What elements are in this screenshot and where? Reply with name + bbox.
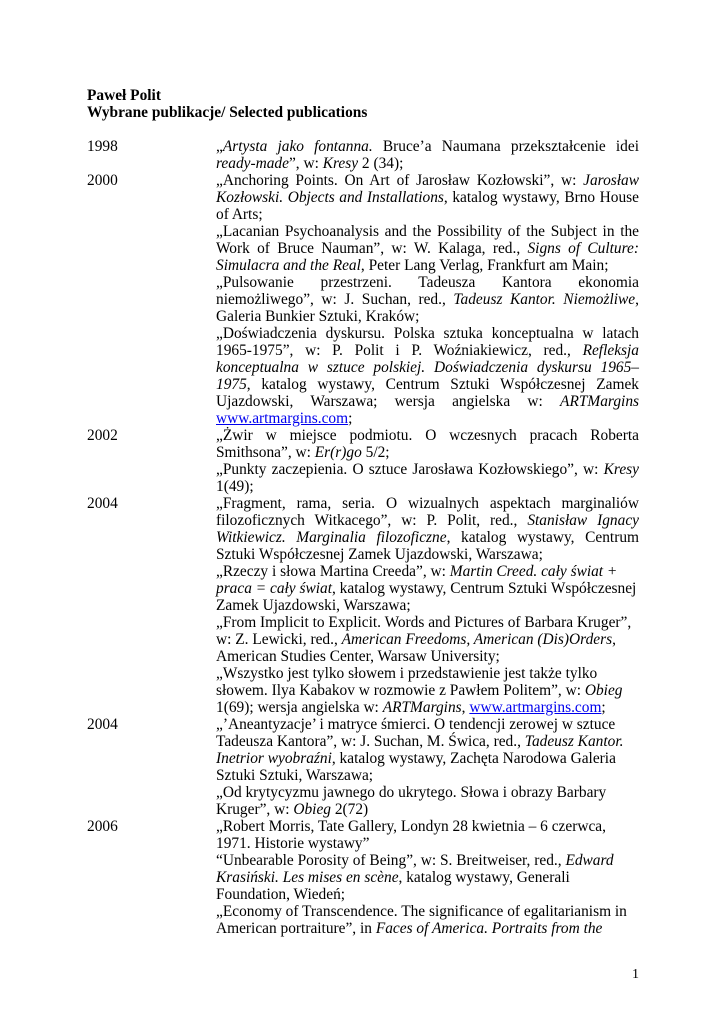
- publication-entry: [216, 563, 639, 614]
- website-link[interactable]: www.artmargins.com: [216, 410, 349, 427]
- entry-text: „Lacanian Psychoanalysis and the Possibility of the Subject in the Work of Bruce Nauman”, w: W. Kalaga, red.,: [216, 223, 639, 257]
- entry-text: , katalog wystawy, Centrum Sztuki Współczesnej Zamek Ujazdowski, Warszawa;: [216, 529, 639, 563]
- publication-entry: [216, 818, 639, 852]
- publication-entry: [216, 495, 639, 563]
- website-link[interactable]: www.artmargins.com: [469, 699, 602, 716]
- italic-title: ready-made: [216, 155, 289, 172]
- publication-list: [87, 138, 639, 937]
- entries-column: [216, 818, 639, 937]
- entry-text: , katalog wystawy, Brno House of Arts;: [216, 189, 639, 223]
- italic-title: Tadeusz Kantor. Inetrior wyobraźni: [216, 733, 624, 767]
- author-name: Paweł Polit: [87, 87, 161, 104]
- italic-title: Faces of America. Portraits from the: [375, 920, 603, 937]
- entry-text: , katalog wystawy, Zachęta Narodowa Galeria Sztuki Sztuki, Warszawa;: [216, 750, 616, 784]
- italic-title: Kresy: [322, 155, 359, 172]
- entry-text: Bruce’a Naumana przekształcenie idei: [372, 138, 639, 155]
- italic-title: Obieg: [584, 682, 623, 699]
- italic-title: Kresy: [603, 461, 639, 478]
- entry-text: „Punkty zaczepienia. O sztuce Jarosława Kozłowskiego”, w:: [216, 461, 604, 478]
- year-label: 1998: [87, 138, 118, 155]
- entries-column: [216, 172, 639, 427]
- publication-entry: [216, 138, 639, 172]
- entry-text: „Anchoring Points. On Art of Jarosław Kozłowski”, w:: [216, 172, 584, 189]
- entry-text: , Peter Lang Verlag, Frankfurt am Main;: [360, 257, 609, 274]
- entry-text: , Galeria Bunkier Sztuki, Kraków;: [216, 291, 639, 325]
- year-label: 2002: [87, 427, 118, 444]
- entries-column: [216, 427, 639, 495]
- publication-entry: [216, 427, 639, 461]
- entry-text: , katalog wystawy, Centrum Sztuki Współczesnej Zamek Ujazdowski, Warszawa; wersja angielska w:: [216, 376, 639, 410]
- entry-text: ”, w:: [288, 155, 323, 172]
- entry-text: “Unbearable Porosity of Being”, w: S. Breitweiser, red.,: [216, 852, 566, 869]
- page-title: Wybrane publikacje/ Selected publications: [87, 104, 368, 121]
- year-label: 2004: [87, 716, 118, 733]
- entry-text: 2(72): [330, 801, 369, 818]
- entries-column: [216, 716, 639, 818]
- entry-text: 5/2;: [361, 444, 390, 461]
- publication-year-group: [87, 818, 639, 937]
- entry-text: , katalog wystawy, Centrum Sztuki Współczesnej Zamek Ujazdowski, Warszawa;: [216, 580, 637, 614]
- entry-text: „Rzeczy i słowa Martina Creeda”, w:: [216, 563, 450, 580]
- publication-entry: [216, 223, 639, 274]
- entries-column: [216, 495, 639, 716]
- italic-title: American Freedoms, American (Dis)Orders: [341, 631, 613, 648]
- publication-entry: [216, 903, 639, 937]
- publication-year-group: [87, 495, 639, 716]
- italic-title: Obieg: [293, 801, 331, 818]
- entry-text: ;: [601, 699, 606, 716]
- publication-entry: [216, 716, 639, 784]
- italic-title: Tadeusz Kantor. Niemożliwe: [453, 291, 636, 308]
- italic-title: Jarosław Kozłowski. Objects and Installations: [216, 172, 639, 206]
- publication-entry: [216, 325, 639, 427]
- italic-title: Refleksja konceptualna w sztuce polskiej. Doświadczenia dyskursu 1965–1975: [216, 342, 639, 393]
- entry-text: „Pulsowanie przestrzeni. Tadeusza Kantora ekonomia niemożliwego”, w: J. Suchan, red.,: [216, 274, 639, 308]
- publication-entry: [216, 274, 639, 325]
- publication-year-group: [87, 138, 639, 172]
- entry-text: „Robert Morris, Tate Gallery, Londyn 28 kwietnia – 6 czerwca, 1971. Historie wystawy”: [216, 818, 606, 852]
- entries-column: [216, 138, 639, 172]
- publication-year-group: [87, 427, 639, 495]
- italic-title: Artysta jako fontanna.: [222, 138, 373, 155]
- italic-title: Martin Creed. cały świat + praca = cały świat: [216, 563, 618, 597]
- entry-text: 2 (34);: [358, 155, 404, 172]
- italic-title: Edward Krasiński. Les mises en scène: [216, 852, 614, 886]
- publication-entry: [216, 665, 639, 716]
- entry-text: „Fragment, rama, seria. O wizualnych aspektach marginaliów filozoficznych Witkacego”, w: P. Polit, red.,: [216, 495, 639, 529]
- year-label: 2000: [87, 172, 118, 189]
- publication-entry: [216, 852, 639, 903]
- entry-text: „Od krytycyzmu jawnego do ukrytego. Słowa i obrazy Barbary Kruger”, w:: [216, 784, 607, 818]
- entry-text: , katalog wystawy, Generali Foundation, Wiedeń;: [216, 869, 570, 903]
- entry-text: 1(49);: [216, 478, 254, 495]
- publication-entry: [216, 614, 639, 665]
- entry-text: „: [216, 138, 223, 155]
- entry-text: ,: [461, 699, 470, 716]
- entry-text: ;: [348, 410, 353, 427]
- publication-entry: [216, 172, 639, 223]
- italic-title: ARTMargins: [382, 699, 462, 716]
- year-label: 2004: [87, 495, 118, 512]
- page-number: 1: [632, 967, 639, 982]
- italic-title: Stanisław Ignacy Witkiewicz. Marginalia filozoficzne: [216, 512, 639, 546]
- entry-text: „Economy of Transcendence. The significance of egalitarianism in American portraiture”, in: [216, 903, 627, 937]
- year-label: 2006: [87, 818, 118, 835]
- entry-text: „Żwir w miejsce podmiotu. O wczesnych pracach Roberta Smithsona”, w:: [216, 427, 639, 461]
- publication-entry: [216, 461, 639, 495]
- publication-year-group: [87, 172, 639, 427]
- publication-entry: [216, 784, 639, 818]
- italic-title: Signs of Culture: Simulacra and the Real: [216, 240, 639, 274]
- italic-title: ARTMargins: [560, 393, 639, 410]
- publication-year-group: [87, 716, 639, 818]
- entry-text: , American Studies Center, Warsaw University;: [216, 631, 616, 665]
- italic-title: Er(r)go: [314, 444, 362, 461]
- entry-text: „From Implicit to Explicit. Words and Pictures of Barbara Kruger”, w: Z. Lewicki, red.,: [216, 614, 632, 648]
- entry-text: „’Aneantyzacje’ i matryce śmierci. O tendencji zerowej w sztuce Tadeusza Kantora”, w: J. Suchan, M. Świca, red.,: [216, 716, 616, 750]
- entry-text: 1(69); wersja angielska w:: [216, 699, 383, 716]
- entry-text: „Wszystko jest tylko słowem i przedstawienie jest także tylko słowem. Ilya Kabakov w rozmowie z Pawłem Politem”, w:: [216, 665, 598, 699]
- entry-text: „Doświadczenia dyskursu. Polska sztuka konceptualna w latach 1965-1975”, w: P. Polit i P. Woźniakiewicz, red.,: [216, 325, 639, 359]
